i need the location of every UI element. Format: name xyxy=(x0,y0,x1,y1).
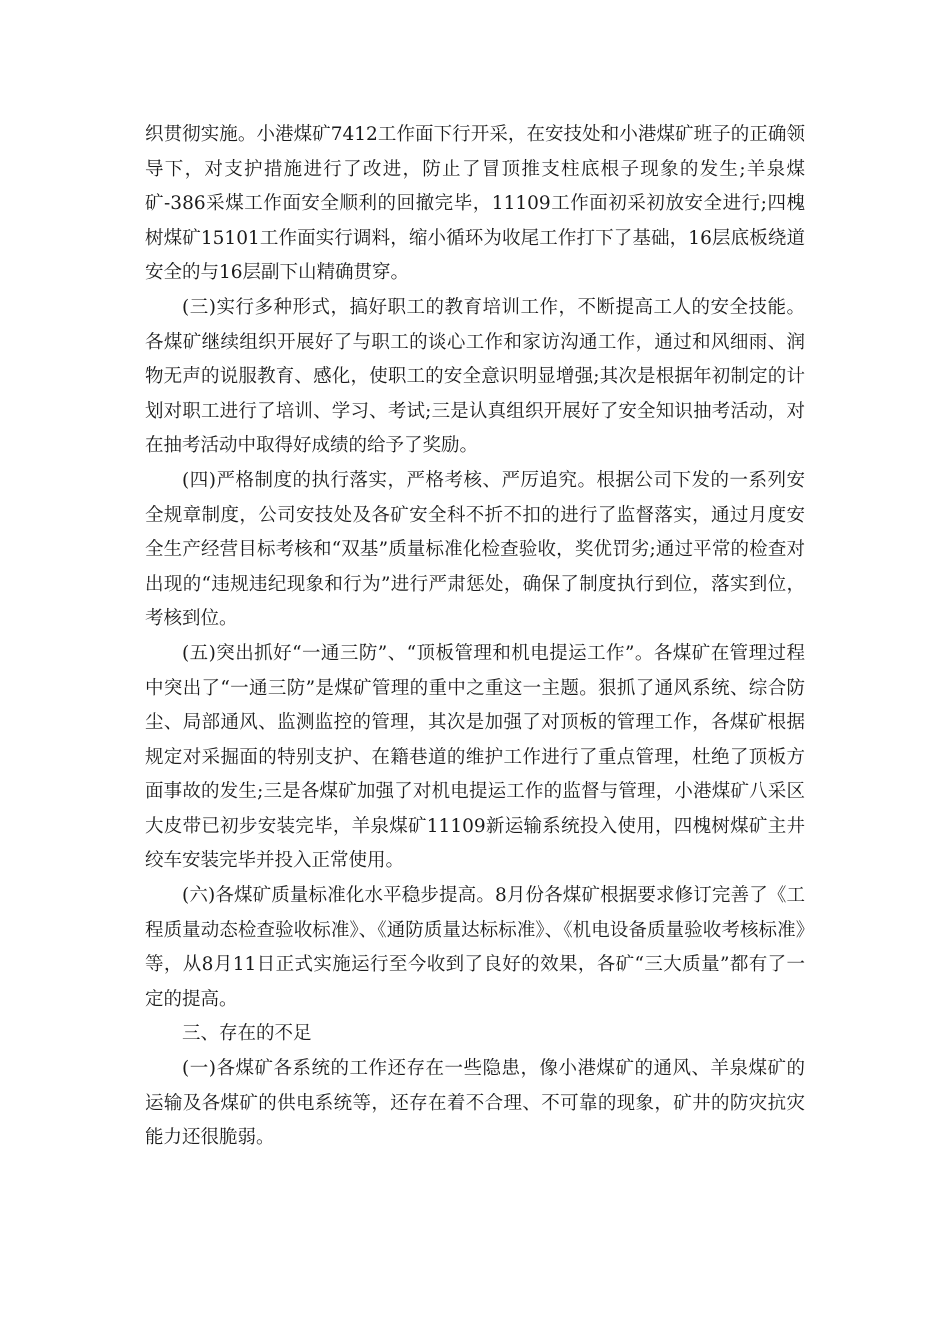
document-body xyxy=(145,118,805,1156)
paragraph-continuation: 织贯彻实施。小港煤矿7412工作面下行开采，在安技处和小港煤矿班子的正确领导下，对支护措施进行了改进，防止了冒顶推支柱底根子现象的发生;羊泉煤矿-386采煤工作面安全顺利的回撤完毕，11109工作面初采初放安全进行;四槐树煤矿15101工作面实行调料，缩小循环为收尾工作打下了基础，16层底板绕道安全的与16层副下山精确贯穿。 xyxy=(145,124,805,284)
paragraph-hazards: (一)各煤矿各系统的工作还存在一些隐患，像小港煤矿的通风、羊泉煤矿的运输及各煤矿的供电系统等，还存在着不合理、不可靠的现象，矿井的防灾抗灾能力还很脆弱。 xyxy=(145,1058,805,1149)
paragraph-regulations: (四)严格制度的执行落实，严格考核、严厉追究。根据公司下发的一系列安全规章制度，公司安技处及各矿安全科不折不扣的进行了监督落实，通过月度安全生产经营目标考核和“双基”质量标准化检查验收，奖优罚劣;通过平常的检查对出现的“违规违纪现象和行为”进行严肃惩处，确保了制度执行到位，落实到位，考核到位。 xyxy=(145,469,805,630)
paragraph-quality-standards: (六)各煤矿质量标准化水平稳步提高。8月份各煤矿根据要求修订完善了《工程质量动态检查验收标准》、《通防质量达标标准》、《机电设备质量验收考核标准》等，从8月11日正式实施运行至今收到了良好的效果，各矿“三大质量”都有了一定的提高。 xyxy=(145,885,805,1010)
paragraph-training: (三)实行多种形式，搞好职工的教育培训工作，不断提高工人的安全技能。各煤矿继续组织开展好了与职工的谈心工作和家访沟通工作，通过和风细雨、润物无声的说服教育、感化，使职工的安全意识明显增强;其次是根据年初制定的计划对职工进行了培训、学习、考试;三是认真组织开展好了安全知识抽考活动，对在抽考活动中取得好成绩的给予了奖励。 xyxy=(145,296,805,457)
paragraph-ventilation: (五)突出抓好“一通三防”、“顶板管理和机电提运工作”。各煤矿在管理过程中突出了“一通三防”是煤矿管理的重中之重这一主题。狠抓了通风系统、综合防尘、局部通风、监测监控的管理，其次是加强了对顶板的管理工作，各煤矿根据规定对采掘面的特别支护、在籍巷道的维护工作进行了重点管理，杜绝了顶板方面事故的发生;三是各煤矿加强了对机电提运工作的监督与管理，小港煤矿八采区大皮带已初步安装完毕，羊泉煤矿11109新运输系统投入使用，四槐树煤矿主井绞车安装完毕并投入正常使用。 xyxy=(145,642,805,872)
section-heading-shortcomings: 三、存在的不足 xyxy=(182,1023,312,1045)
